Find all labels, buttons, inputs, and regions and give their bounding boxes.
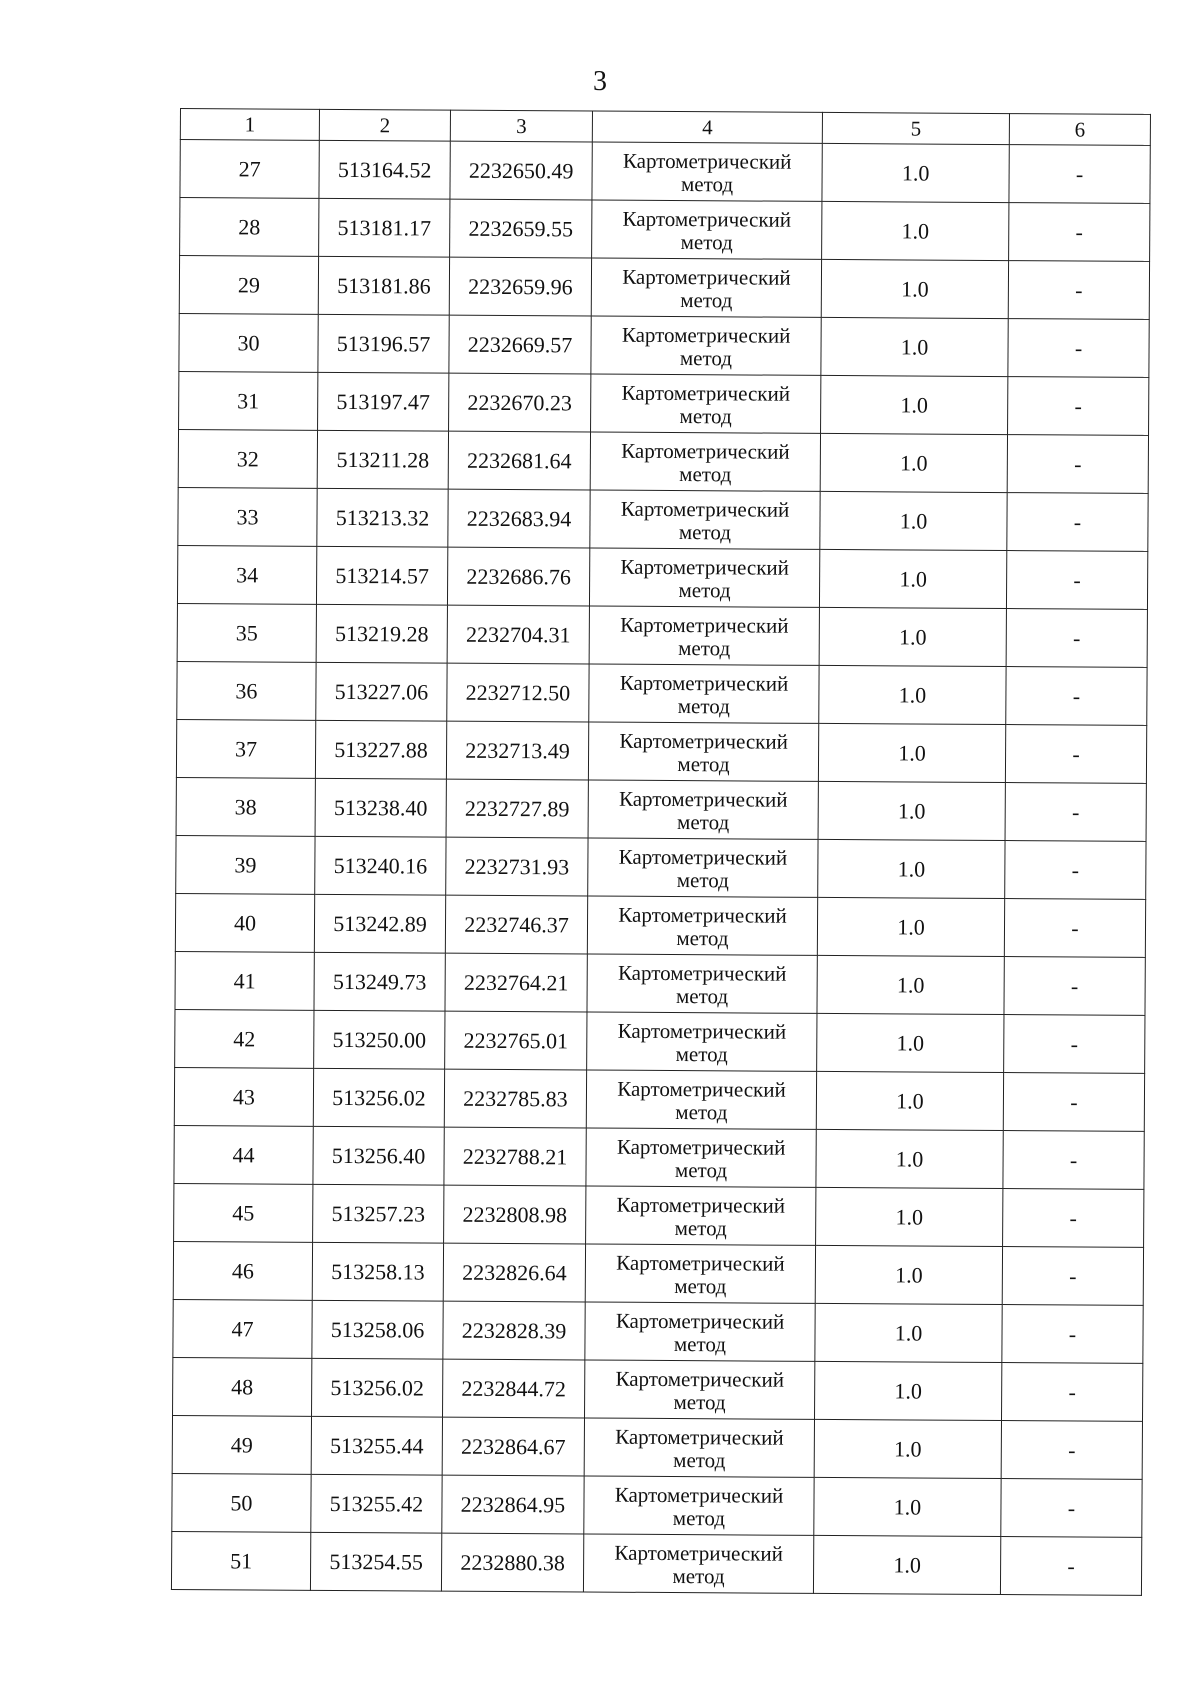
- method-cell: [591, 316, 821, 375]
- note-cell: -: [1007, 435, 1148, 494]
- y-coordinate-cell: 2232764.21: [445, 953, 587, 1012]
- method-name-line: Картометрический: [621, 322, 791, 348]
- table-row: [174, 1125, 1144, 1189]
- method-name-line: Картометрический: [614, 1540, 783, 1566]
- method-word-line: метод: [674, 1215, 727, 1240]
- x-coordinate-cell: 513213.32: [317, 488, 448, 547]
- point-number-cell: 38: [176, 777, 315, 836]
- point-number-cell: 28: [180, 198, 319, 257]
- method-name-line: Картометрический: [622, 148, 792, 174]
- note-cell: -: [1009, 203, 1150, 262]
- y-coordinate-cell: 2232731.93: [446, 837, 588, 896]
- x-coordinate-cell: 513257.23: [313, 1184, 444, 1243]
- point-number-cell: 51: [171, 1531, 310, 1590]
- table-row: [175, 1009, 1145, 1073]
- table-row: [175, 951, 1145, 1015]
- method-word-line: метод: [678, 577, 731, 602]
- x-coordinate-cell: 513254.55: [310, 1532, 441, 1591]
- x-coordinate-cell: 513258.13: [312, 1242, 443, 1301]
- point-number-cell: 27: [180, 140, 319, 199]
- note-cell: -: [1008, 319, 1149, 378]
- method-word-line: метод: [680, 229, 733, 254]
- x-coordinate-cell: 513181.86: [318, 256, 449, 315]
- method-name-line: Картометрический: [621, 380, 791, 406]
- table-row: [171, 1531, 1141, 1595]
- method-cell: [591, 374, 821, 433]
- method-cell: [583, 1534, 813, 1593]
- table-row: [174, 1067, 1144, 1131]
- y-coordinate-cell: 2232746.37: [445, 895, 587, 954]
- method-cell: [592, 142, 822, 201]
- table-row: [180, 198, 1150, 262]
- method-name-line: Картометрический: [621, 438, 790, 464]
- note-cell: -: [1003, 1131, 1144, 1190]
- y-coordinate-cell: 2232683.94: [448, 489, 590, 548]
- note-cell: -: [1008, 261, 1149, 320]
- method-name-line: Картометрический: [615, 1308, 785, 1334]
- method-name-line: Картометрический: [622, 206, 792, 232]
- method-name-line: Картометрический: [615, 1424, 784, 1450]
- method-word-line: метод: [677, 751, 730, 776]
- y-coordinate-cell: 2232713.49: [446, 721, 588, 780]
- y-coordinate-cell: 2232659.96: [449, 257, 591, 316]
- accuracy-cell: 1.0: [819, 607, 1006, 666]
- method-name-line: Картометрический: [616, 1134, 786, 1160]
- column-header: 2: [319, 109, 450, 141]
- y-coordinate-cell: 2232681.64: [448, 431, 590, 490]
- accuracy-cell: 1.0: [814, 1419, 1001, 1478]
- point-number-cell: 44: [174, 1125, 313, 1184]
- note-cell: -: [1004, 1015, 1145, 1074]
- x-coordinate-cell: 513242.89: [314, 894, 445, 953]
- y-coordinate-cell: 2232670.23: [449, 373, 591, 432]
- x-coordinate-cell: 513240.16: [315, 836, 446, 895]
- method-cell: [588, 838, 818, 897]
- column-header: 6: [1009, 114, 1150, 146]
- accuracy-cell: 1.0: [819, 549, 1006, 608]
- method-name-line: Картометрический: [618, 786, 788, 812]
- point-number-cell: 29: [179, 256, 318, 315]
- point-number-cell: 48: [173, 1357, 312, 1416]
- table-row: [174, 1183, 1144, 1247]
- method-cell: [585, 1302, 815, 1361]
- table-row: [178, 487, 1148, 551]
- y-coordinate-cell: 2232828.39: [443, 1301, 585, 1360]
- point-number-cell: 41: [175, 951, 314, 1010]
- note-cell: -: [1007, 493, 1148, 552]
- accuracy-cell: 1.0: [817, 897, 1004, 956]
- table-row: [172, 1473, 1142, 1537]
- x-coordinate-cell: 513214.57: [316, 546, 447, 605]
- accuracy-cell: 1.0: [822, 201, 1009, 260]
- method-name-line: Картометрический: [618, 844, 788, 870]
- method-word-line: метод: [674, 1273, 727, 1298]
- column-header: 1: [180, 109, 319, 141]
- point-number-cell: 30: [179, 313, 318, 372]
- method-name-line: Картометрический: [616, 1250, 785, 1276]
- point-number-cell: 49: [172, 1415, 311, 1474]
- accuracy-cell: 1.0: [819, 665, 1006, 724]
- note-cell: -: [1009, 145, 1150, 204]
- method-word-line: метод: [680, 171, 734, 196]
- point-number-cell: 33: [178, 487, 317, 546]
- note-cell: -: [1005, 725, 1146, 784]
- x-coordinate-cell: 513249.73: [314, 952, 445, 1011]
- method-cell: [584, 1418, 814, 1477]
- method-cell: [590, 490, 820, 549]
- x-coordinate-cell: 513164.52: [319, 140, 450, 199]
- table-row: [173, 1357, 1143, 1421]
- method-word-line: метод: [675, 1099, 728, 1124]
- method-word-line: метод: [679, 403, 732, 428]
- point-number-cell: 45: [174, 1183, 313, 1242]
- point-number-cell: 35: [177, 603, 316, 662]
- method-cell: [585, 1244, 815, 1303]
- accuracy-cell: 1.0: [820, 433, 1007, 492]
- method-word-line: метод: [676, 867, 729, 892]
- method-word-line: метод: [675, 983, 729, 1008]
- table-row: [179, 256, 1149, 320]
- method-name-line: Картометрический: [617, 1018, 787, 1044]
- accuracy-cell: 1.0: [816, 1129, 1003, 1188]
- table-body: [171, 109, 1150, 1596]
- y-coordinate-cell: 2232788.21: [444, 1127, 586, 1186]
- accuracy-cell: 1.0: [817, 1013, 1004, 1072]
- method-cell: [588, 780, 818, 839]
- method-word-line: метод: [674, 1157, 728, 1182]
- point-number-cell: 47: [173, 1299, 312, 1358]
- method-word-line: метод: [673, 1447, 726, 1472]
- accuracy-cell: 1.0: [821, 259, 1008, 318]
- method-name-line: Картометрический: [616, 1192, 786, 1218]
- table-row: [177, 603, 1147, 667]
- note-cell: -: [1005, 783, 1146, 842]
- note-cell: -: [1000, 1537, 1141, 1596]
- method-name-line: Картометрический: [620, 554, 790, 580]
- method-name-line: Картометрический: [622, 264, 791, 290]
- point-number-cell: 43: [174, 1067, 313, 1126]
- point-number-cell: 39: [176, 835, 315, 894]
- method-cell: [590, 432, 820, 491]
- method-word-line: метод: [673, 1389, 726, 1414]
- method-word-line: метод: [673, 1331, 727, 1356]
- point-number-cell: 46: [173, 1241, 312, 1300]
- table-row: [179, 313, 1149, 377]
- method-name-line: Картометрический: [614, 1482, 784, 1508]
- x-coordinate-cell: 513256.02: [313, 1068, 444, 1127]
- accuracy-cell: 1.0: [816, 1071, 1003, 1130]
- note-cell: -: [1002, 1247, 1143, 1306]
- note-cell: -: [1005, 841, 1146, 900]
- y-coordinate-cell: 2232808.98: [444, 1185, 586, 1244]
- y-coordinate-cell: 2232765.01: [445, 1011, 587, 1070]
- table-row: [178, 429, 1148, 493]
- table-row: [179, 371, 1149, 435]
- method-name-line: Картометрический: [615, 1366, 785, 1392]
- x-coordinate-cell: 513255.44: [311, 1416, 442, 1475]
- coordinates-table: [171, 108, 1151, 1596]
- accuracy-cell: 1.0: [815, 1361, 1002, 1420]
- y-coordinate-cell: 2232844.72: [443, 1359, 585, 1418]
- page-number: 3: [593, 66, 607, 97]
- x-coordinate-cell: 513256.02: [312, 1358, 443, 1417]
- coordinates-table-container: [180, 108, 1150, 1590]
- y-coordinate-cell: 2232864.67: [442, 1417, 584, 1476]
- table-row: [177, 545, 1147, 609]
- method-cell: [587, 896, 817, 955]
- y-coordinate-cell: 2232826.64: [443, 1243, 585, 1302]
- method-cell: [585, 1360, 815, 1419]
- x-coordinate-cell: 513255.42: [311, 1474, 442, 1533]
- point-number-cell: 34: [177, 545, 316, 604]
- accuracy-cell: 1.0: [817, 955, 1004, 1014]
- x-coordinate-cell: 513211.28: [317, 430, 448, 489]
- method-word-line: метод: [675, 1041, 728, 1066]
- note-cell: -: [1004, 957, 1145, 1016]
- method-cell: [589, 548, 819, 607]
- column-header: 3: [450, 110, 592, 142]
- method-word-line: метод: [676, 925, 729, 950]
- x-coordinate-cell: 513181.17: [319, 198, 450, 257]
- point-number-cell: 50: [172, 1473, 311, 1532]
- point-number-cell: 32: [178, 429, 317, 488]
- method-cell: [586, 1070, 816, 1129]
- method-name-line: Картометрический: [619, 670, 789, 696]
- point-number-cell: 42: [175, 1009, 314, 1068]
- accuracy-cell: 1.0: [816, 1187, 1003, 1246]
- method-cell: [589, 664, 819, 723]
- table-row: [173, 1299, 1143, 1363]
- method-word-line: метод: [678, 635, 731, 660]
- accuracy-cell: 1.0: [822, 143, 1009, 202]
- accuracy-cell: 1.0: [818, 781, 1005, 840]
- accuracy-cell: 1.0: [813, 1535, 1000, 1594]
- x-coordinate-cell: 513258.06: [312, 1300, 443, 1359]
- method-word-line: метод: [680, 287, 733, 312]
- x-coordinate-cell: 513197.47: [318, 372, 449, 431]
- method-cell: [588, 722, 818, 781]
- note-cell: -: [1001, 1363, 1142, 1422]
- y-coordinate-cell: 2232880.38: [441, 1533, 583, 1592]
- table-row: [177, 661, 1147, 725]
- table-row: [172, 1415, 1142, 1479]
- table-row: [173, 1241, 1143, 1305]
- accuracy-cell: 1.0: [815, 1303, 1002, 1362]
- point-number-cell: 31: [179, 371, 318, 430]
- method-cell: [587, 954, 817, 1013]
- method-cell: [586, 1128, 816, 1187]
- method-cell: [586, 1186, 816, 1245]
- method-name-line: Картометрический: [618, 902, 787, 928]
- table-row: [176, 719, 1146, 783]
- method-cell: [591, 258, 821, 317]
- method-name-line: Картометрический: [617, 1076, 786, 1102]
- accuracy-cell: 1.0: [820, 491, 1007, 550]
- method-word-line: метод: [672, 1563, 725, 1588]
- note-cell: -: [1006, 609, 1147, 668]
- y-coordinate-cell: 2232659.55: [450, 199, 592, 258]
- accuracy-cell: 1.0: [821, 317, 1008, 376]
- note-cell: -: [1008, 377, 1149, 436]
- note-cell: -: [1002, 1305, 1143, 1364]
- y-coordinate-cell: 2232727.89: [446, 779, 588, 838]
- accuracy-cell: 1.0: [821, 375, 1008, 434]
- table-row: [176, 835, 1146, 899]
- table-row: [176, 777, 1146, 841]
- y-coordinate-cell: 2232785.83: [444, 1069, 586, 1128]
- table-row: [180, 140, 1150, 204]
- x-coordinate-cell: 513250.00: [314, 1010, 445, 1069]
- note-cell: -: [1003, 1073, 1144, 1132]
- note-cell: -: [1001, 1479, 1142, 1538]
- method-name-line: Картометрический: [620, 612, 789, 638]
- method-word-line: метод: [677, 809, 730, 834]
- y-coordinate-cell: 2232864.95: [442, 1475, 584, 1534]
- x-coordinate-cell: 513219.28: [316, 604, 447, 663]
- x-coordinate-cell: 513256.40: [313, 1126, 444, 1185]
- column-header: 4: [592, 111, 822, 143]
- y-coordinate-cell: 2232704.31: [447, 605, 589, 664]
- y-coordinate-cell: 2232712.50: [447, 663, 589, 722]
- x-coordinate-cell: 513227.88: [315, 720, 446, 779]
- note-cell: -: [1003, 1189, 1144, 1248]
- point-number-cell: 36: [177, 661, 316, 720]
- x-coordinate-cell: 513196.57: [318, 314, 449, 373]
- y-coordinate-cell: 2232650.49: [450, 141, 592, 200]
- note-cell: -: [1001, 1421, 1142, 1480]
- note-cell: -: [1006, 551, 1147, 610]
- method-cell: [587, 1012, 817, 1071]
- method-cell: [592, 200, 822, 259]
- note-cell: -: [1004, 899, 1145, 958]
- x-coordinate-cell: 513227.06: [316, 662, 447, 721]
- method-word-line: метод: [677, 693, 730, 718]
- method-name-line: Картометрический: [617, 960, 787, 986]
- point-number-cell: 37: [176, 719, 315, 778]
- accuracy-cell: 1.0: [818, 839, 1005, 898]
- method-word-line: метод: [679, 461, 732, 486]
- method-word-line: метод: [672, 1505, 726, 1530]
- table-row: [175, 893, 1145, 957]
- y-coordinate-cell: 2232686.76: [447, 547, 589, 606]
- accuracy-cell: 1.0: [818, 723, 1005, 782]
- method-word-line: метод: [679, 345, 733, 370]
- accuracy-cell: 1.0: [815, 1245, 1002, 1304]
- method-name-line: Картометрический: [620, 496, 790, 522]
- method-cell: [584, 1476, 814, 1535]
- x-coordinate-cell: 513238.40: [315, 778, 446, 837]
- column-header: 5: [822, 112, 1009, 144]
- method-cell: [589, 606, 819, 665]
- accuracy-cell: 1.0: [814, 1477, 1001, 1536]
- y-coordinate-cell: 2232669.57: [449, 315, 591, 374]
- point-number-cell: 40: [175, 893, 314, 952]
- method-name-line: Картометрический: [619, 728, 788, 754]
- method-word-line: метод: [678, 519, 732, 544]
- note-cell: -: [1006, 667, 1147, 726]
